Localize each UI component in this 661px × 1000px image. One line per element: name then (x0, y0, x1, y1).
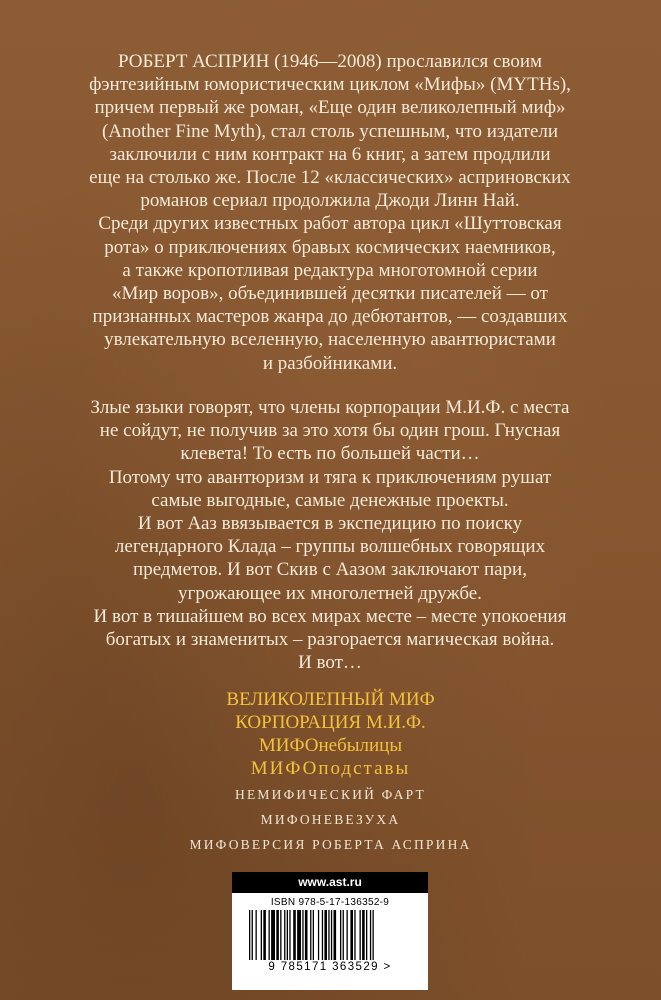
blurb-line: не сойдут, не получив за это хотя бы один грош. Гнусная (99, 420, 561, 442)
author-bio (30, 50, 630, 375)
series-title-mifonevezukha: МИФОНЕВЕЗУХА (260, 812, 401, 827)
bio-line: Среди других известных работ автора цикл «Шуттовская (98, 213, 562, 235)
bio-line: еще на столько же. После 12 «классических» аспринoвских (89, 167, 571, 189)
blurb-line: легендарного Клада – группы волшебных говорящих (114, 536, 546, 558)
series-title-velikolepny-mif: ВЕЛИКОЛЕПНЫЙ МИФ (226, 689, 435, 710)
barcode-icon (245, 910, 415, 960)
barcode-digits: 9 785171 363529 > (268, 961, 392, 973)
isbn-label: ISBN 978-5-17-136352-9 (270, 897, 390, 908)
bio-line: причем первый же роман, «Еще один великолепный миф» (94, 97, 566, 119)
bio-line: заключили с ним контракт на 6 книг, а затем продлили (109, 143, 551, 165)
bio-line: и разбойниками. (262, 352, 398, 374)
bio-line: а также кропотливая редактура многотомной серии (122, 259, 538, 281)
series-title-korporatsiya-mif: КОРПОРАЦИЯ М.И.Ф. (235, 712, 426, 733)
bio-line: РОБЕРТ АСПРИН (1946—2008) прославился своим (117, 51, 543, 72)
bio-line: фэнтезийным юмористическим циклом «Мифы» (MYTHs), (89, 74, 571, 96)
bio-line: (Another Fine Myth), стал столь успешным, что издатели (101, 120, 559, 142)
series-title-mifonebylitsy: МИФОнебылицы (258, 735, 403, 756)
blurb-line: самые выгодные, самые денежные проекты. (151, 489, 509, 511)
bio-line: «Мир воров», объединившей десятки писателей — от (112, 283, 548, 305)
series-title-nemificheskiy-fart: НЕМИФИЧЕСКИЙ ФАРТ (235, 787, 426, 802)
blurb-line: клевета! То есть по большей части… (180, 443, 480, 465)
bio-line: увлекательную вселенную, населенную авантюристами (104, 329, 556, 351)
bio-line: признанных мастеров жанра до дебютантов, — создавших (92, 306, 568, 328)
bio-line: романов сериал продолжила Джоди Линн Най. (140, 190, 520, 212)
bio-line: рота» о приключениях бравых космических наемников, (104, 236, 556, 258)
blurb-line: Потому что авантюризм и тяга к приключениям рушат (108, 466, 552, 488)
blurb-line: богатых и знаменитых – разгорается магическая война. (105, 629, 555, 651)
series-list (0, 688, 661, 857)
barcode-block (232, 872, 428, 990)
blurb-line: предметов. И вот Скив с Аазом заключают пари, (133, 559, 527, 581)
series-title-mifoversiya: МИФОВЕРСИЯ РОБЕРТА АСПРИНА (189, 837, 472, 852)
blurb-line: Злые языки говорят, что члены корпорации М.И.Ф. с места (90, 397, 570, 418)
book-blurb (20, 396, 640, 674)
blurb-line: И вот в тишайшем во всех мирах месте – месте упокоения (93, 605, 567, 627)
publisher-site: www.ast.ru (232, 872, 428, 893)
blurb-line: И вот… (298, 652, 362, 674)
blurb-line: угрожающее их многолетней дружбе. (178, 582, 482, 604)
series-title-mifopodstavy: МИФОподставы (250, 758, 411, 779)
blurb-line: И вот Ааз ввязывается в экспедицию по поиску (137, 513, 523, 535)
